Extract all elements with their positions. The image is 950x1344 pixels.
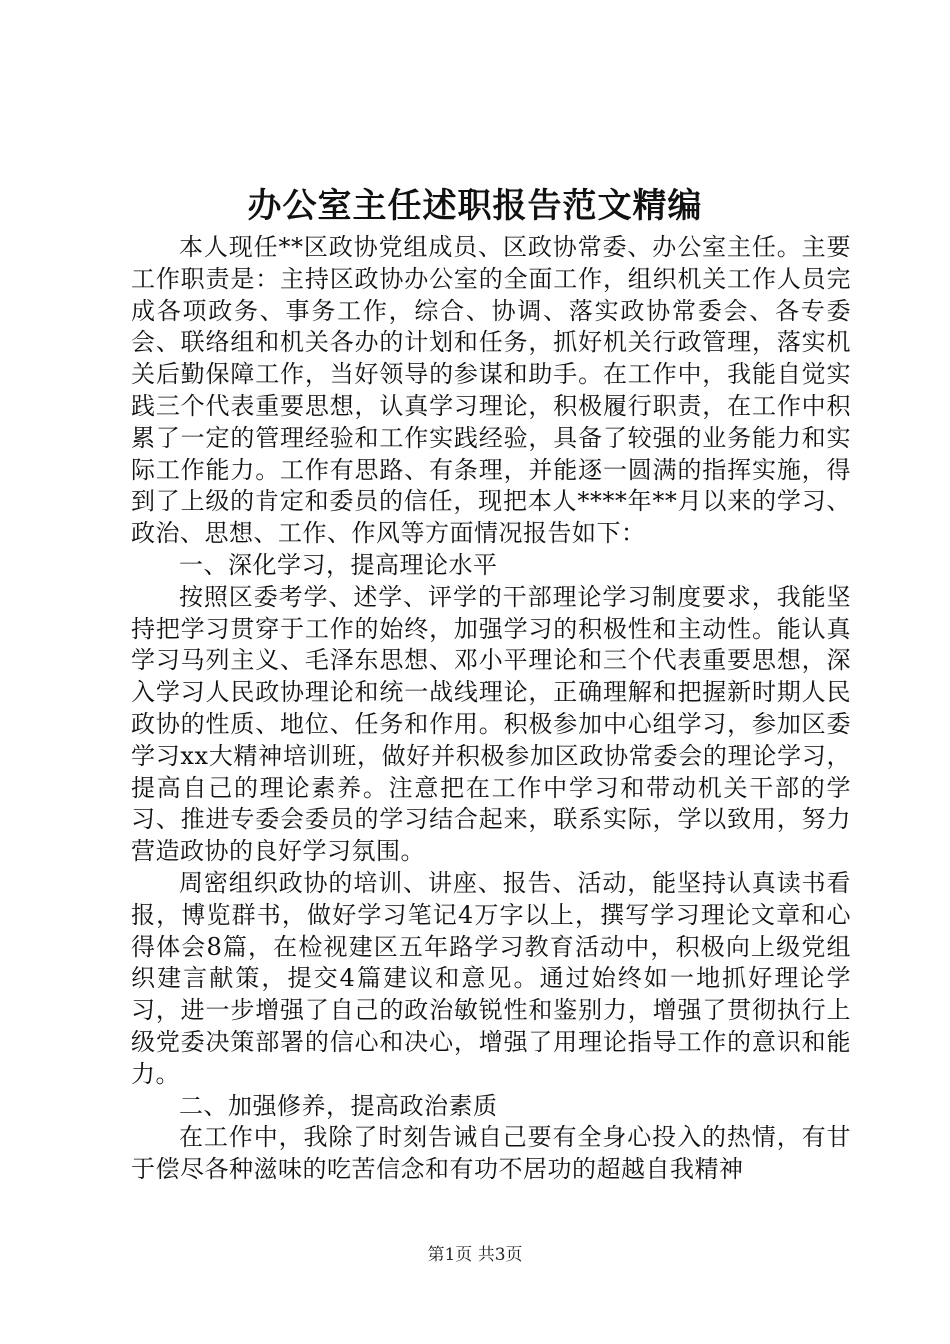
section-heading: 二、加强修养，提高政治素质 [179,1091,498,1120]
body-paragraph: 周密组织政协的培训、讲座、报告、活动，能坚持认真读书看报，博览群书，做好学习笔记4万字以上，撰写学习理论文章和心得体会8篇，在检视建区五年路学习教育活动中，积极向上级党组织建言献策，提交4篇建议和意见。通过始终如一地抓好理论学习，进一步增强了自己的政治敏锐性和鉴别力，增强了贯彻执行上级党委决策部署的信心和决心，增强了用理论指导工作的意识和能力。 [131,868,851,1088]
document-body [131,232,851,1186]
body-paragraph: 按照区委考学、述学、评学的干部理论学习制度要求，我能坚持把学习贯穿于工作的始终，加强学习的积极性和主动性。能认真学习马列主义、毛泽东思想、邓小平理论和三个代表重要思想，深入学习人民政协理论和统一战线理论，正确理解和把握新时期人民政协的性质、地位、任务和作用。积极参加中心组学习，参加区委学习xx大精神培训班，做好并积极参加区政协常委会的理论学习，提高自己的理论素养。注意把在工作中学习和带动机关干部的学习、推进专委会委员的学习结合起来，联系实际，学以致用，努力营造政协的良好学习氛围。 [131,582,851,866]
body-paragraph: 本人现任**区政协党组成员、区政协常委、办公室主任。主要工作职责是：主持区政协办公室的全面工作，组织机关工作人员完成各项政务、事务工作，综合、协调、落实政协常委会、各专委会、联络组和机关各办的计划和任务，抓好机关行政管理，落实机关后勤保障工作，当好领导的参谋和助手。在工作中，我能自觉实践三个代表重要思想，认真学习理论，积极履行职责，在工作中积累了一定的管理经验和工作实践经验，具备了较强的业务能力和实际工作能力。工作有思路、有条理，并能逐一圆满的指挥实施，得到了上级的肯定和委员的信任，现把本人****年**月以来的学习、政治、思想、工作、作风等方面情况报告如下： [131,233,851,548]
page-number-footer: 第1页 共3页 [427,1245,523,1265]
section-heading: 一、深化学习，提高理论水平 [179,550,498,579]
document-title: 办公室主任述职报告范文精编 [247,186,703,226]
body-paragraph: 在工作中，我除了时刻告诫自己要有全身心投入的热情，有甘于偿尽各种滋味的吃苦信念和有功不居功的超越自我精神 [131,1123,851,1184]
